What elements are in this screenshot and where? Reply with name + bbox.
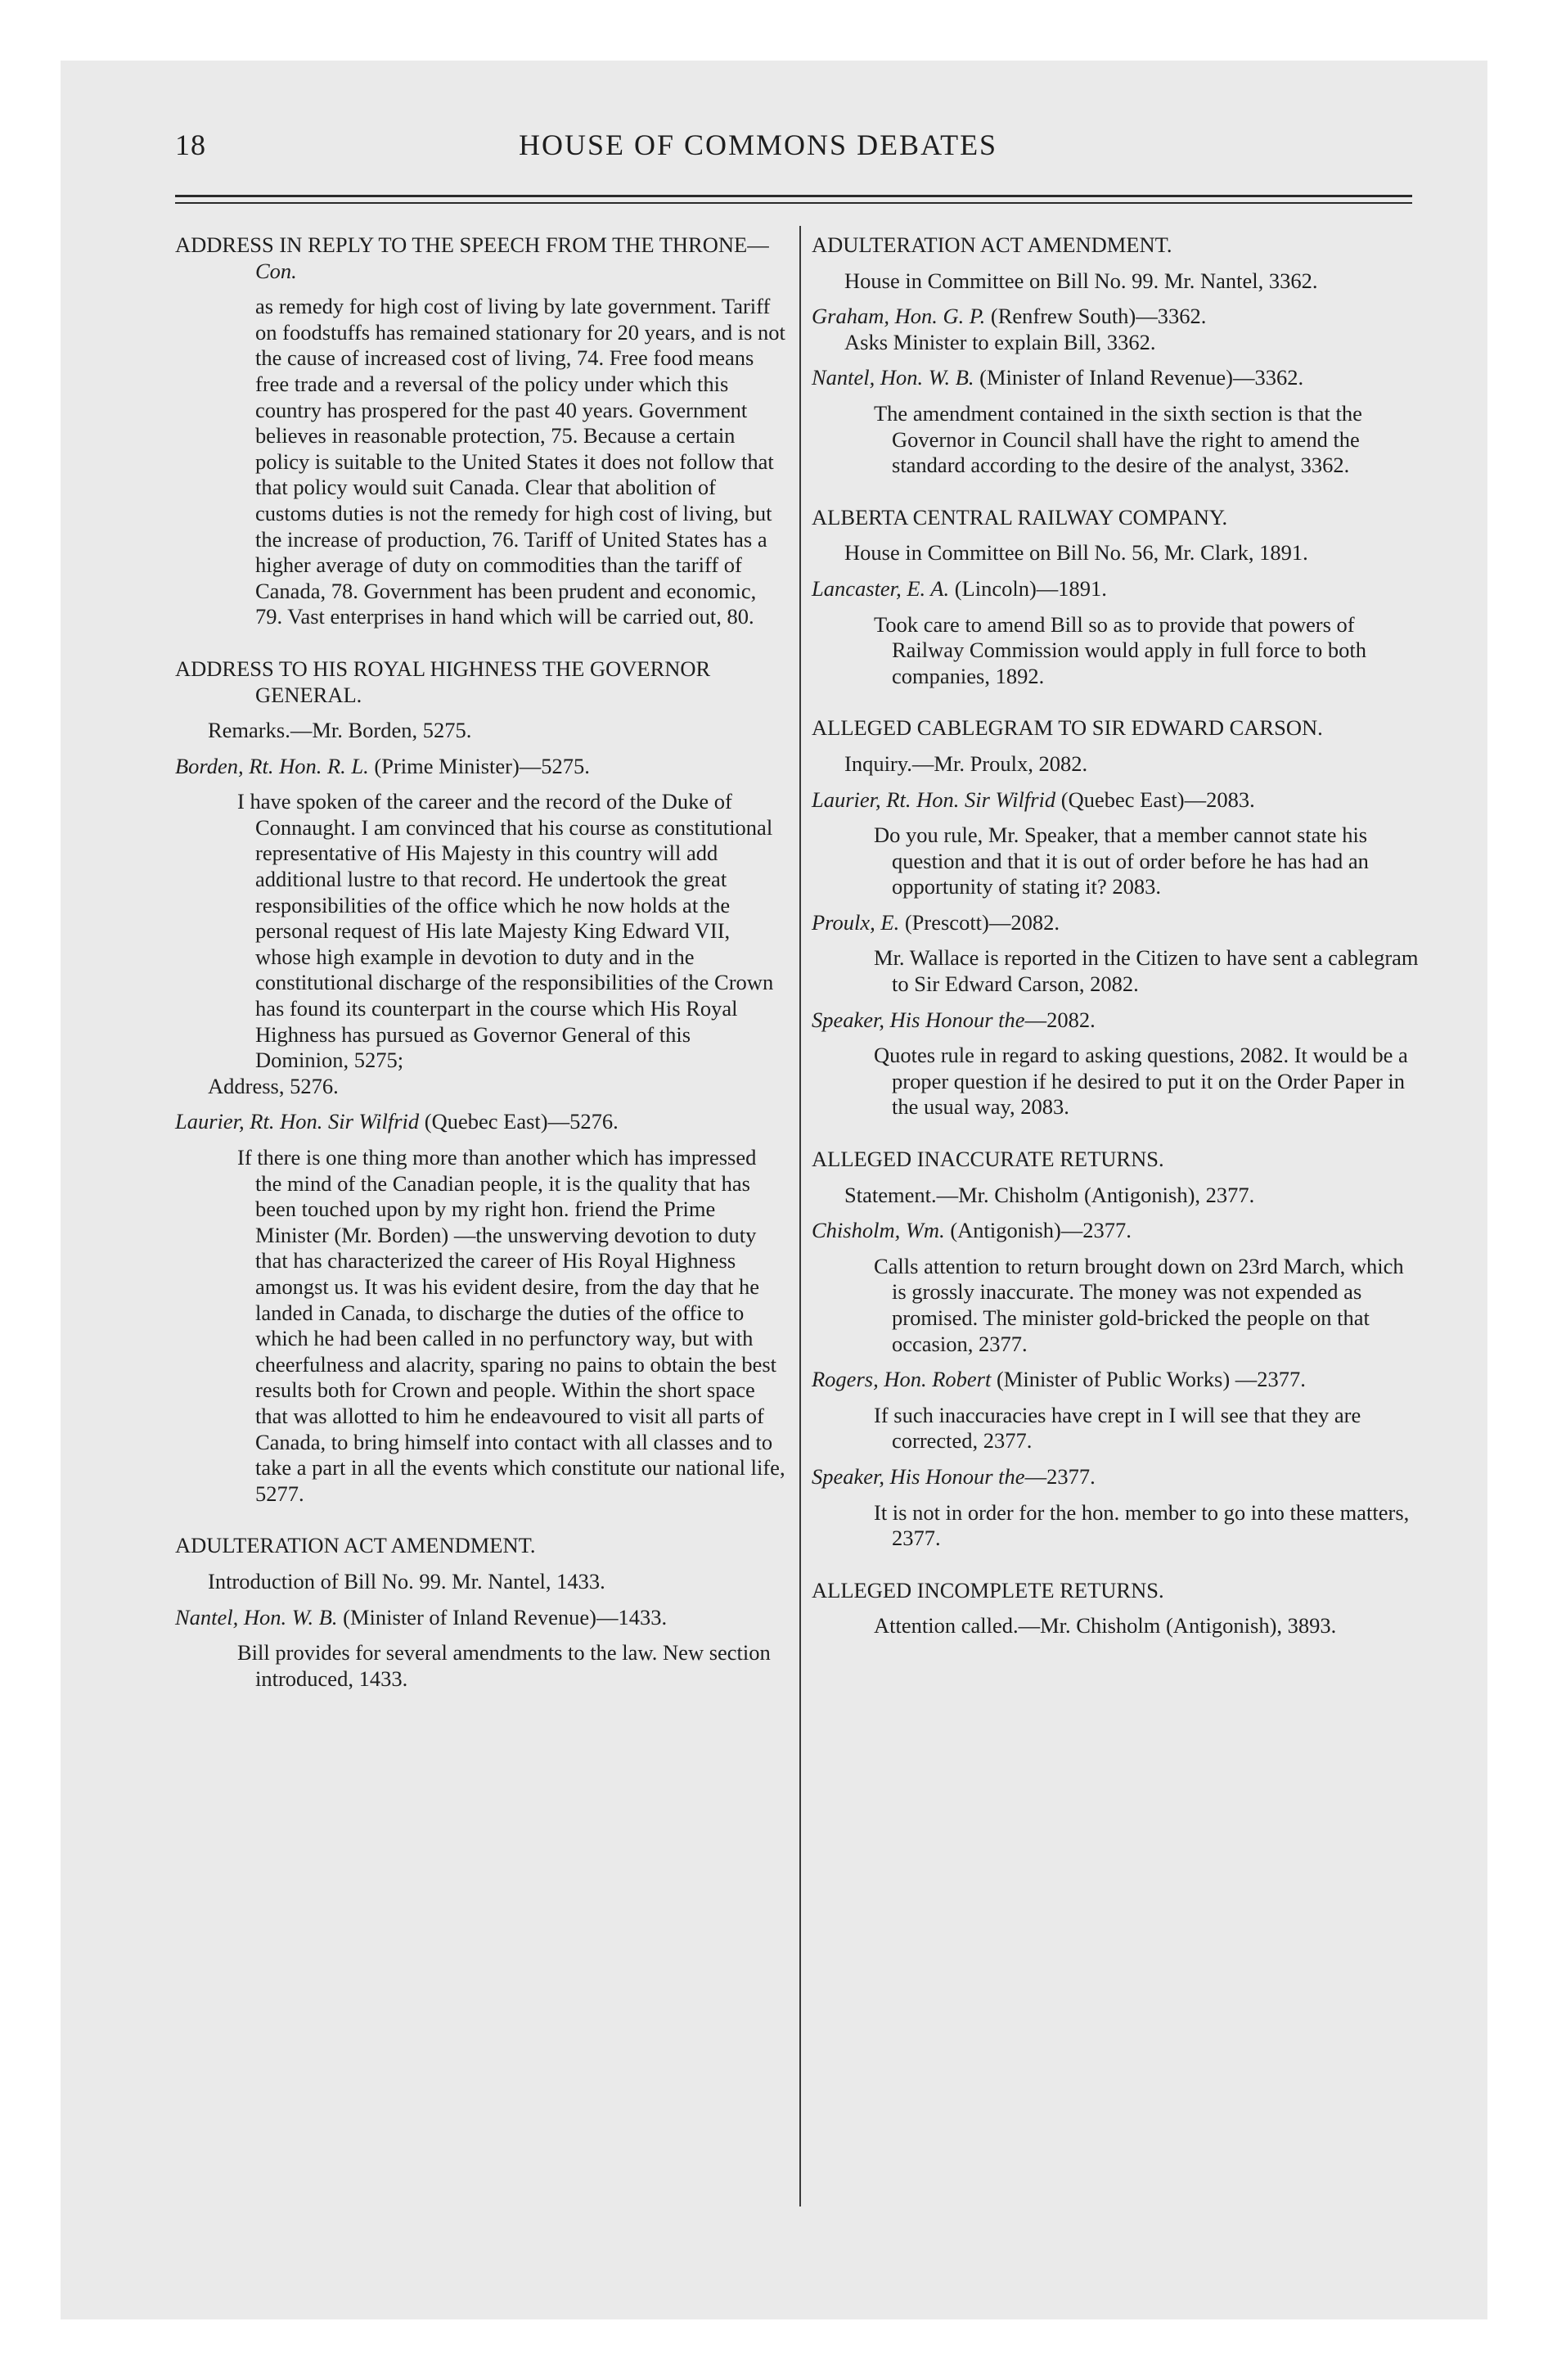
index-entry: Attention called.—Mr. Chisholm (Antigonish), 3893. (874, 1613, 1337, 1639)
index-entry: Asks Minister to explain Bill, 3362. (844, 329, 1156, 354)
page-header (175, 128, 1411, 164)
paragraph: Quotes rule in regard to asking questions, 2082. It would be a proper question if he desired to put it on the Order Paper in the usual way, 2083. (874, 1043, 1408, 1120)
speaker-entry: Graham, Hon. G. P. (Renfrew South)—3362. (812, 304, 1207, 329)
header-rule-bottom (175, 202, 1412, 204)
paragraph: Calls attention to return brought down on 23rd March, which is grossly inaccurate. The money was not expended as promised. The minister gold-bricked the people on that occasion, 2377. (874, 1253, 1404, 1356)
speaker-entry: Nantel, Hon. W. B. (Minister of Inland Revenue)—3362. (812, 365, 1304, 390)
speaker-entry: Proulx, E. (Prescott)—2082. (812, 909, 1060, 935)
section-heading: ADULTERATION ACT AMENDMENT. (175, 1533, 536, 1558)
left-column (175, 232, 785, 1692)
section-heading: ADULTERATION ACT AMENDMENT. (812, 232, 1172, 257)
speaker-entry: Rogers, Hon. Robert (Minister of Public Works) —2377. (812, 1367, 1306, 1392)
section-heading: ADDRESS IN REPLY TO THE SPEECH FROM THE THRONE—Con. (175, 232, 769, 283)
section-heading: ALLEGED INACCURATE RETURNS. (812, 1147, 1164, 1172)
index-entry: Remarks.—Mr. Borden, 5275. (208, 718, 472, 743)
section-heading: ALLEGED CABLEGRAM TO SIR EDWARD CARSON. (812, 715, 1323, 741)
speaker-entry: Chisholm, Wm. (Antigonish)—2377. (812, 1218, 1132, 1243)
paragraph: If there is one thing more than another which has impressed the mind of the Canadian people, it is the quality that has been touched upon by my right hon. friend the Prime Minister (Mr. Borden) —the unswerving devotion to duty that has characterized the career of His Royal Highness amongst us. It was his evident desire, from the day that he landed in Canada, to discharge the duties of the office to which he had been called in no perfunctory way, but with cheerfulness and alacrity, sparing no pains to obtain the best results both for Crown and people. Within the short space that was allotted to him he endeavoured to visit all parts of Canada, to bring himself into contact with all classes and to take a part in all the events which constitute our national life, 5277. (237, 1145, 785, 1506)
speaker-entry: Laurier, Rt. Hon. Sir Wilfrid (Quebec East)—5276. (175, 1109, 619, 1134)
section-heading: ALBERTA CENTRAL RAILWAY COMPANY. (812, 504, 1228, 530)
paragraph: Bill provides for several amendments to the law. New section introduced, 1433. (237, 1640, 771, 1691)
index-entry: Inquiry.—Mr. Proulx, 2082. (844, 751, 1088, 776)
section-heading: ALLEGED INCOMPLETE RETURNS. (812, 1577, 1164, 1602)
index-entry: House in Committee on Bill No. 56, Mr. Clark, 1891. (844, 540, 1308, 566)
speaker-entry: Nantel, Hon. W. B. (Minister of Inland Revenue)—1433. (175, 1604, 668, 1629)
paragraph: as remedy for high cost of living by late government. Tariff on foodstuffs has remained stationary for 20 years, and is not the cause of increased cost of living, 74. Free food means free trade and a reversal of the policy under which this country has prospered for the past 40 years. Government believes in reasonable protection, 75. Because a certain policy is suitable to the United States it does not follow that that policy would suit Canada. Clear that abolition of customs duties is not the remedy for high cost of living, but the increase of production, 76. Tariff of United States has a higher average of duty on commodities than the tariff of Canada, 78. Government has been prudent and economic, 79. Vast enterprises in hand which will be carried out, 80. (255, 294, 785, 629)
index-entry: House in Committee on Bill No. 99. Mr. Nantel, 3362. (844, 268, 1318, 293)
section-heading: ADDRESS TO HIS ROYAL HIGHNESS THE GOVERNOR GENERAL. (175, 656, 711, 707)
paragraph: Mr. Wallace is reported in the Citizen to have sent a cablegram to Sir Edward Carson, 2082. (874, 945, 1419, 997)
paragraph: If such inaccuracies have crept in I will see that they are corrected, 2377. (874, 1402, 1361, 1454)
running-title: HOUSE OF COMMONS DEBATES (519, 128, 998, 161)
speaker-entry: Speaker, His Honour the—2082. (812, 1007, 1096, 1032)
index-entry: Address, 5276. (208, 1073, 339, 1098)
paragraph: It is not in order for the hon. member to go into these matters, 2377. (874, 1499, 1410, 1551)
header-rule-top (175, 195, 1412, 197)
speaker-entry: Borden, Rt. Hon. R. L. (Prime Minister)—5275. (175, 753, 590, 778)
index-entry: Introduction of Bill No. 99. Mr. Nantel, 1433. (208, 1568, 605, 1593)
paragraph: The amendment contained in the sixth section is that the Governor in Council shall have the right to amend the standard according to the desire of the analyst, 3362. (874, 400, 1362, 478)
right-column (812, 232, 1419, 1639)
speaker-entry: Lancaster, E. A. (Lincoln)—1891. (812, 575, 1107, 601)
paragraph: Do you rule, Mr. Speaker, that a member cannot state his question and that it is out of order before he has had an opportunity of stating it? 2083. (874, 823, 1369, 899)
paragraph: I have spoken of the career and the record of the Duke of Connaught. I am convinced that his course as constitutional representative of His Majesty in this country will add additional lustre to that record. He undertook the great responsibilities of the office which he now holds at the personal request of His late Majesty King Edward VII, whose high example in devotion to duty and in the constitutional discharge of the responsibilities of the Crown has found its counterpart in the course which His Royal Highness has pursued as Governor General of this Dominion, 5275; (237, 789, 774, 1073)
page-number: 18 (175, 128, 206, 161)
index-entry: Statement.—Mr. Chisholm (Antigonish), 2377. (844, 1182, 1255, 1207)
paragraph: Took care to amend Bill so as to provide that powers of Railway Commission would apply in full force to both companies, 1892. (874, 611, 1366, 688)
speaker-entry: Laurier, Rt. Hon. Sir Wilfrid (Quebec East)—2083. (812, 787, 1255, 812)
speaker-entry: Speaker, His Honour the—2377. (812, 1463, 1096, 1489)
column-divider (799, 226, 801, 2206)
